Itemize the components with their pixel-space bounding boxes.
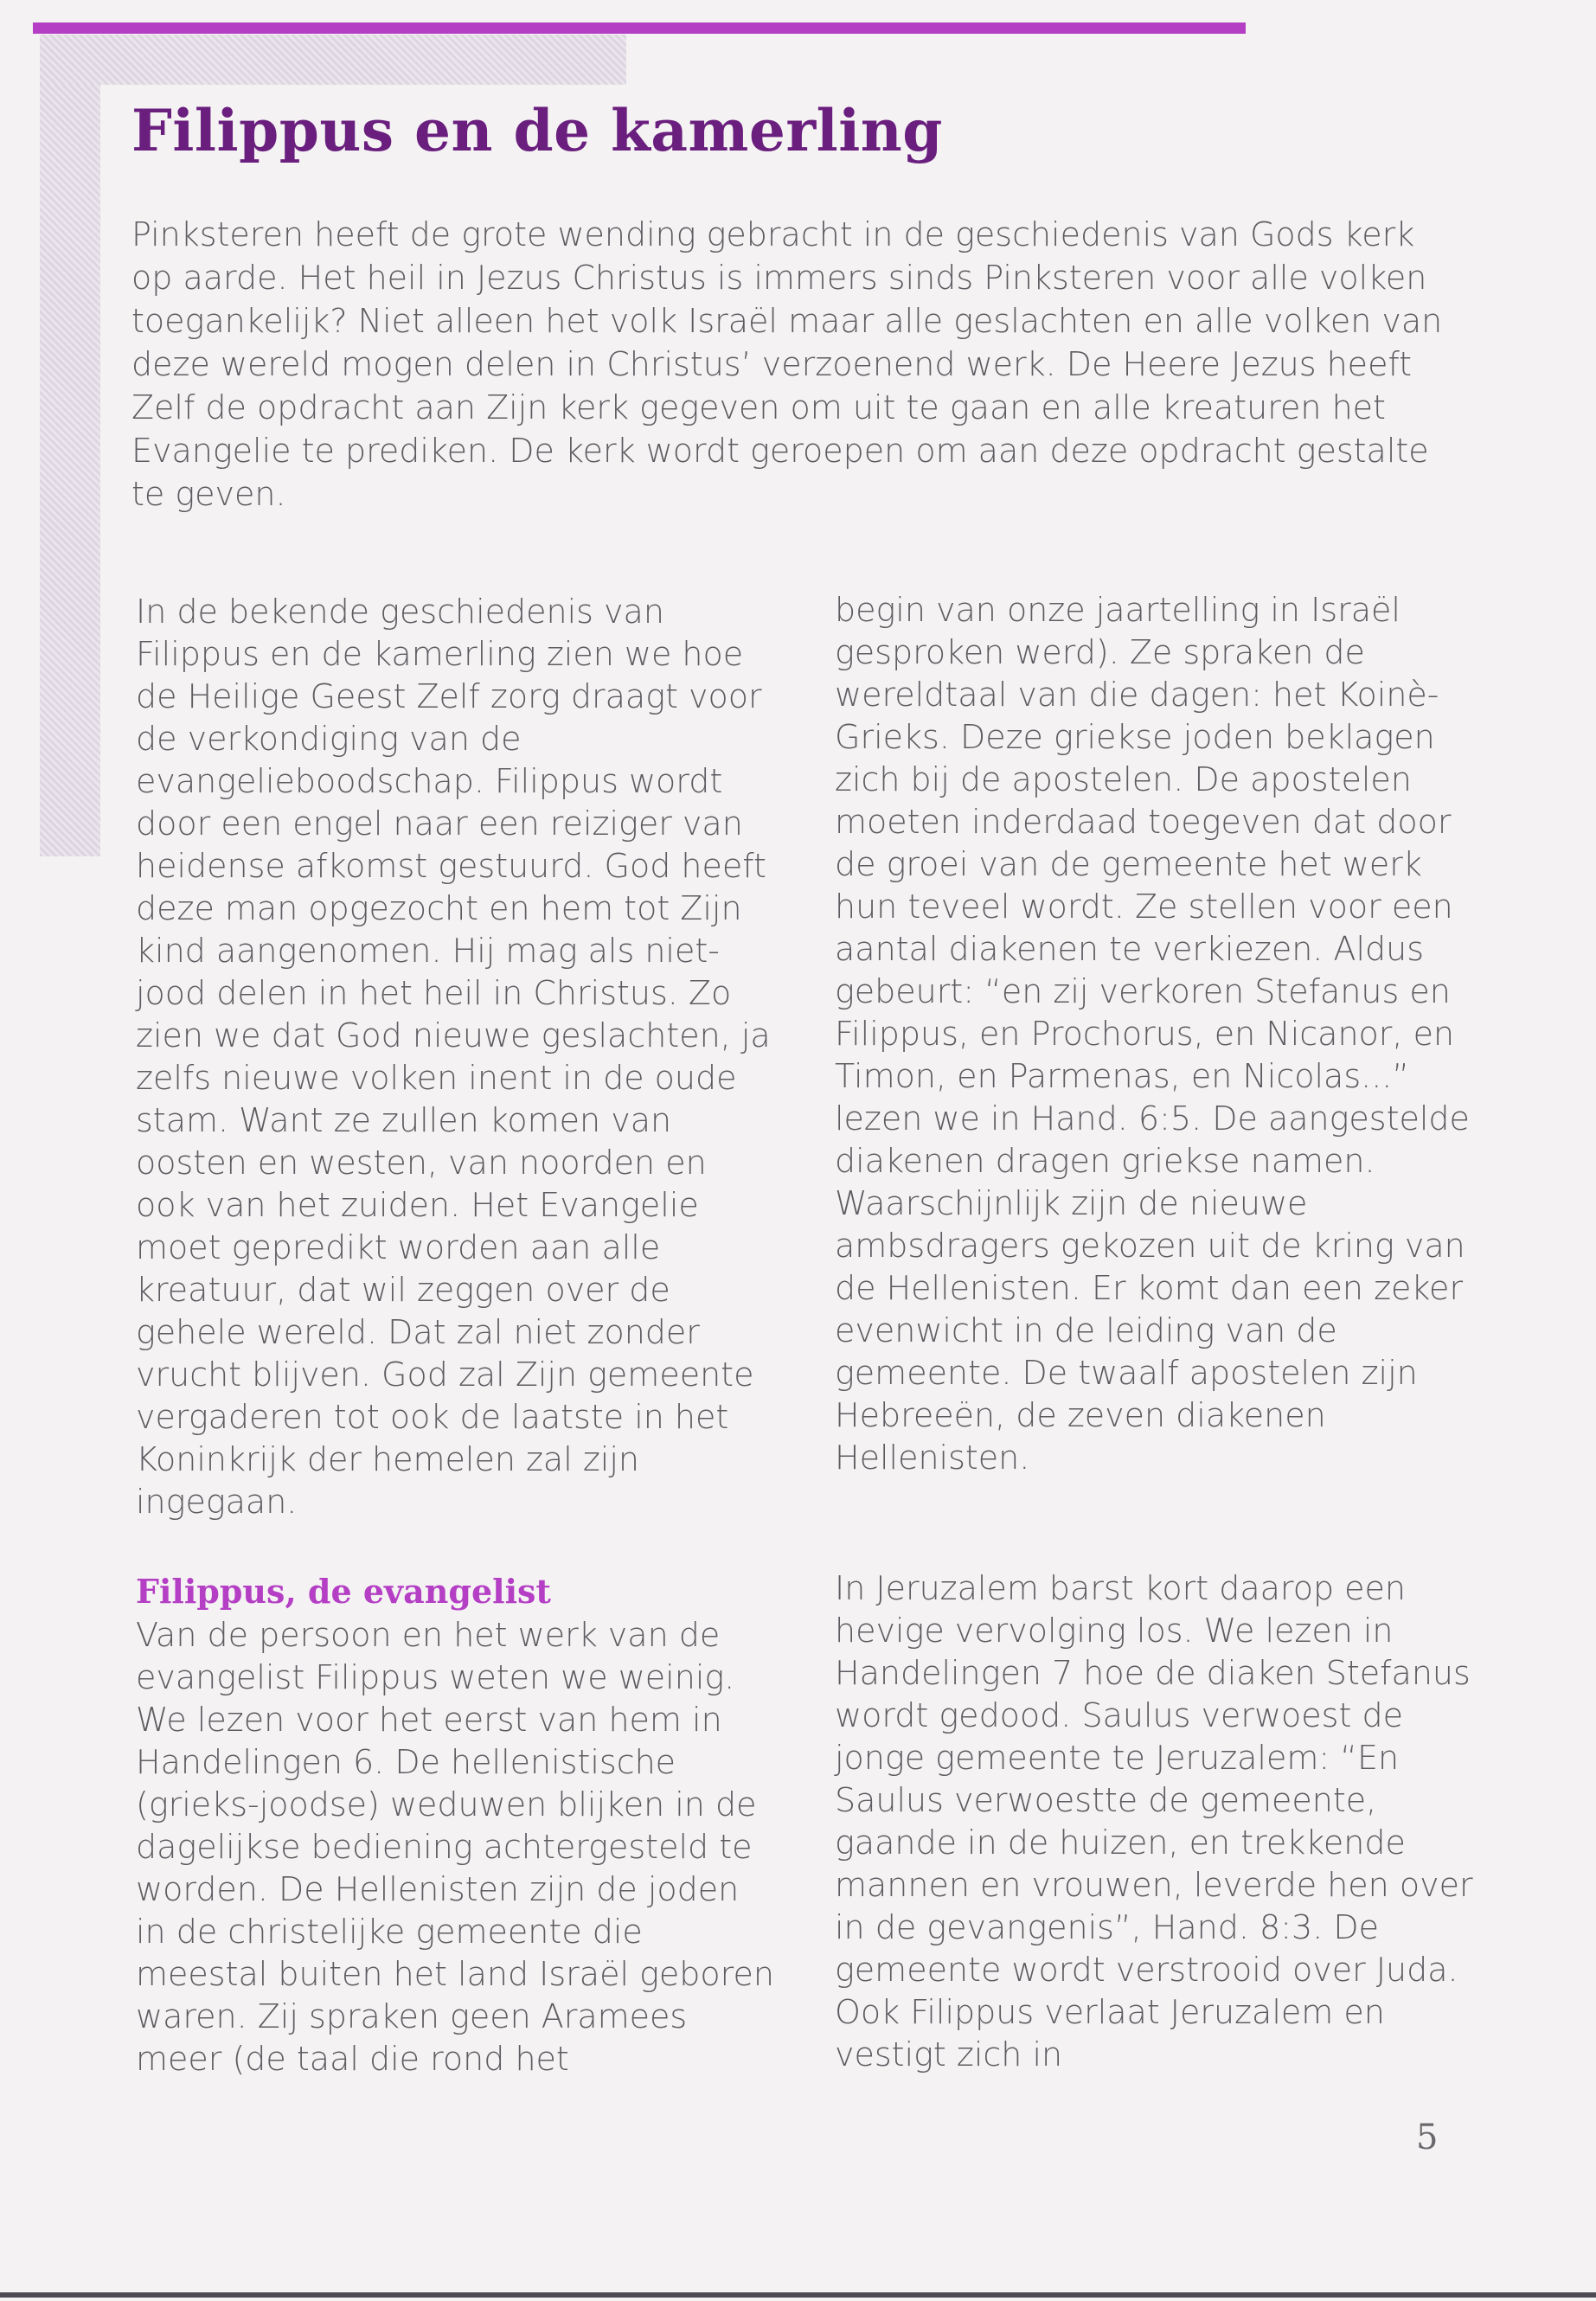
- decorative-side-strip: [40, 35, 100, 856]
- left-paragraph-2: Van de persoon en het werk van de evangelist Filippus weten we weinig. We lezen voor het eerst van hem in Handelingen 6. De hellenistische (grieks-joodse) weduwen blijken in de dagelijkse bediening achtergesteld te worden. De Hellenisten zijn de joden in de christelijke gemeente die meestal buiten het land Israël geboren waren. Zij spraken geen Aramees meer (de taal die rond het: [136, 1616, 774, 2078]
- left-column-lower: [136, 1614, 776, 2080]
- bottom-rule: [0, 2292, 1596, 2298]
- decorative-top-strip: [40, 35, 626, 85]
- right-column-lower: [835, 1567, 1475, 2076]
- left-column: [136, 591, 776, 1523]
- right-paragraph-1: begin van onze jaartelling in Israël gesproken werd). Ze spraken de wereldtaal van die dagen: het Koinè-Grieks. Deze griekse joden beklagen zich bij de apostelen. De apostelen moeten inderdaad toegeven dat door de groei van de gemeente het werk hun teveel wordt. Ze stellen voor een aantal diakenen te verkiezen. Aldus gebeurt: “en zij verkoren Stefanus en Filippus, en Prochorus, en Nicanor, en Timon, en Parmenas, en Nicolas...” lezen we in Hand. 6:5. De aangestelde diakenen dragen griekse namen. Waarschijnlijk zijn de nieuwe ambsdragers gekozen uit de kring van de Hellenisten. Er komt dan een zeker evenwicht in de leiding van de gemeente. De twaalf apostelen zijn Hebreeën, de zeven diakenen Hellenisten.: [835, 591, 1470, 1477]
- page-title: Filippus en de kamerling: [131, 97, 943, 164]
- intro-paragraph: Pinksteren heeft de grote wending gebracht in de geschiedenis van Gods kerk op aarde. Het heil in Jezus Christus is immers sinds Pinksteren voor alle volken toegankelijk? Niet alleen het volk Israël maar alle geslachten en alle volken van deze wereld mogen delen in Christus’ verzoenend werk. De Heere Jezus heeft Zelf de opdracht aan Zijn kerk gegeven om uit te gaan en alle kreaturen het Evangelie te prediken. De kerk wordt geroepen om aan deze opdracht gestalte te geven.: [131, 215, 1443, 513]
- top-accent-bar: [33, 22, 1246, 34]
- left-paragraph-1: In de bekende geschiedenis van Filippus en de kamerling zien we hoe de Heilige Geest Zelf zorg draagt voor de verkondiging van de evangelieboodschap. Filippus wordt door een engel naar een reiziger van heidense afkomst gestuurd. God heeft deze man opgezocht en hem tot Zijn kind aangenomen. Hij mag als niet-jood delen in het heil in Christus. Zo zien we dat God nieuwe geslachten, ja zelfs nieuwe volken inent in de oude stam. Want ze zullen komen van oosten en westen, van noorden en ook van het zuiden. Het Evangelie moet gepredikt worden aan alle kreatuur, dat wil zeggen over de gehele wereld. Dat zal niet zonder vrucht blijven. God zal Zijn gemeente vergaderen tot ook de laatste in het Koninkrijk der hemelen zal zijn ingegaan.: [136, 593, 771, 1521]
- right-column: [835, 589, 1475, 1479]
- right-paragraph-2: In Jeruzalem barst kort daarop een hevige vervolging los. We lezen in Handelingen 7 hoe de diaken Stefanus wordt gedood. Saulus verwoest de jonge gemeente te Jeruzalem: “En Saulus verwoestte de gemeente, gaande in de huizen, en trekkende mannen en vrouwen, leverde hen over in de gevangenis”, Hand. 8:3. De gemeente wordt verstrooid over Juda. Ook Filippus verlaat Jeruzalem en vestigt zich in: [835, 1569, 1473, 2073]
- section-heading: Filippus, de evangelist: [136, 1572, 551, 1611]
- page-number: 5: [1416, 2118, 1439, 2157]
